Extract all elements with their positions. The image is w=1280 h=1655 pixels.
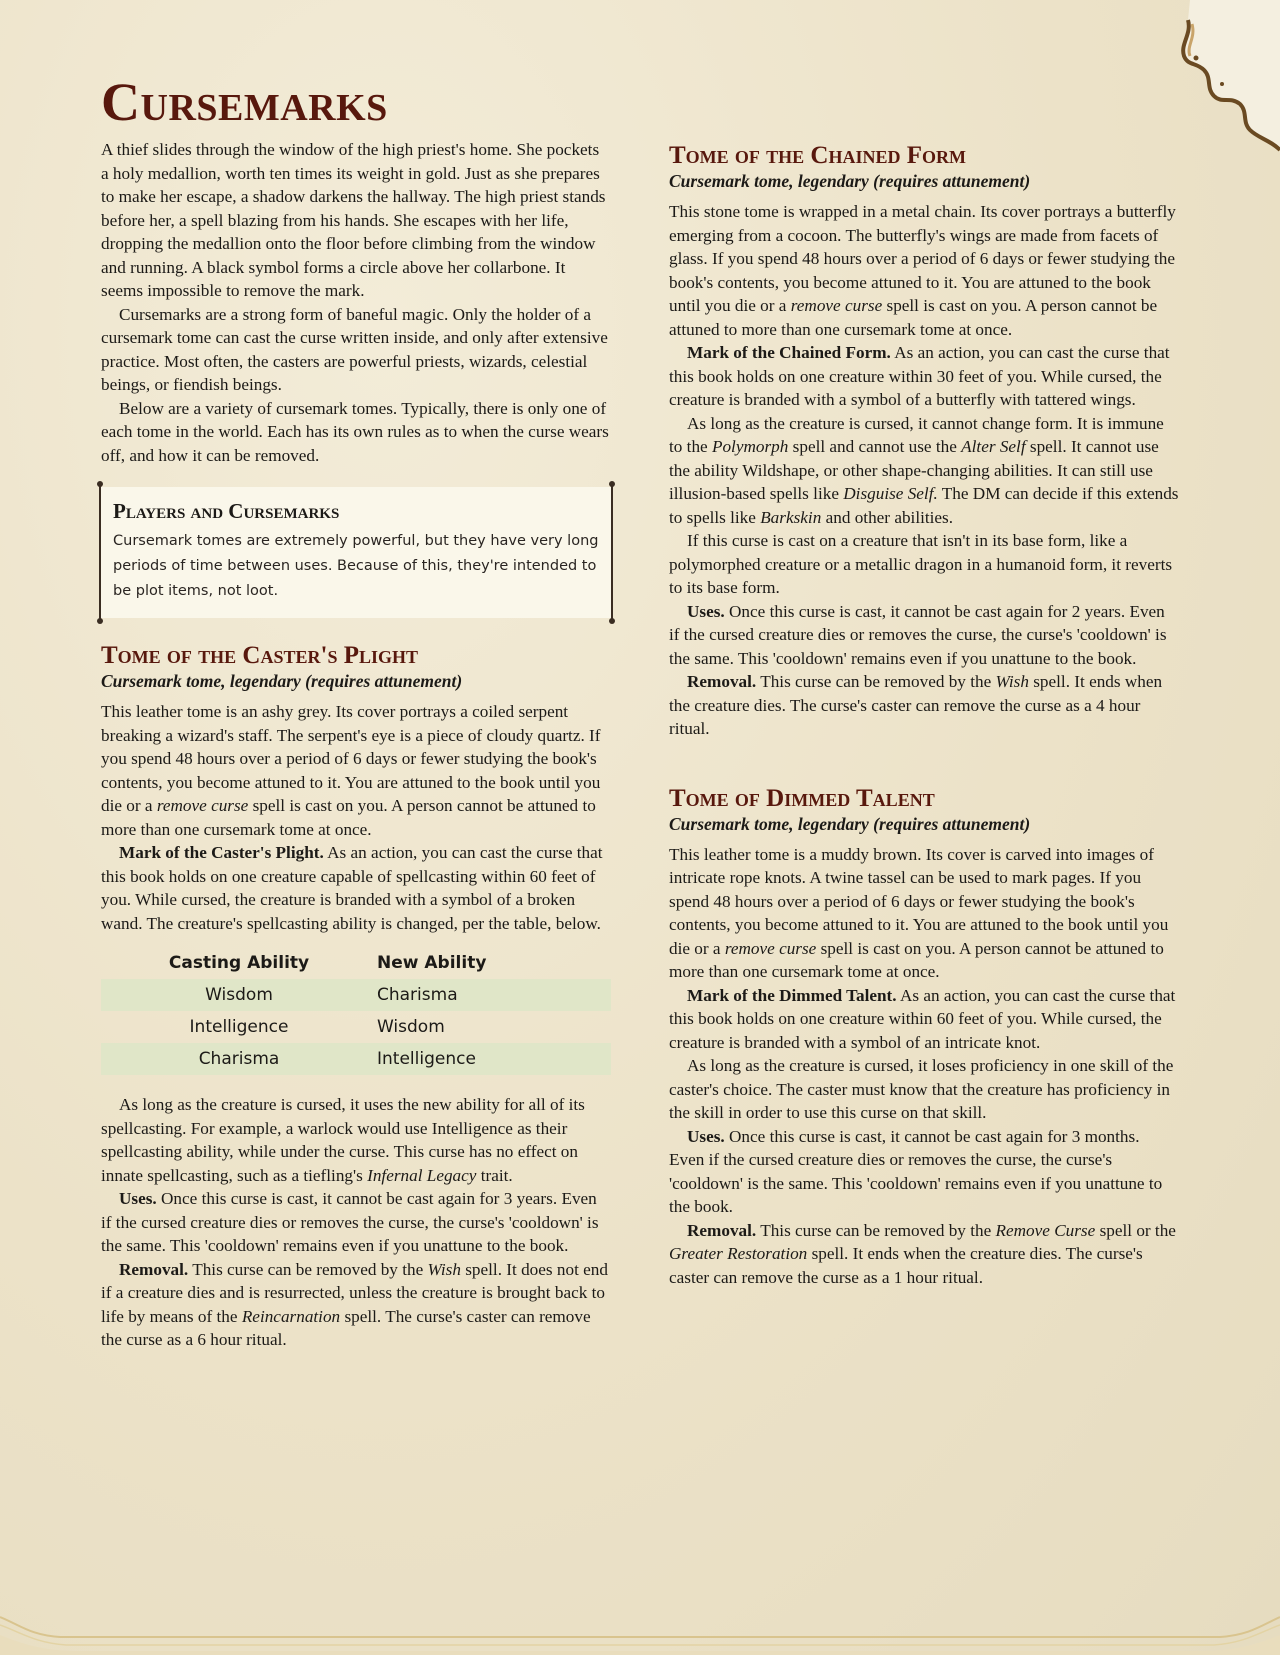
tome1-subtitle: Cursemark tome, legendary (requires attunement) [101,671,463,691]
players-note-box [101,487,611,618]
table-cell: Wisdom [101,979,377,1011]
burnt-corner-decoration [1130,0,1280,160]
table-cell: Wisdom [377,1017,445,1037]
table-cell: Charisma [377,979,611,1011]
table-row [101,1011,611,1043]
table-row [101,1043,611,1075]
tome3-mark: Mark of the Dimmed Talent. As an action, you can cast the curse that this book holds on one creature within 60 feet of you. While cursed, the creature is branded with a symbol of an intricate knot. [669,985,1176,1052]
intro-paragraph-1: A thief slides through the window of the high priest's home. She pockets a holy medallion, worth ten times its weight in gold. Just as she prepares to make her escape, a shadow darkens the hallway. The high priest stands before her, a spell blazing from his hands. She escapes with her life, dropping the medallion onto the floor before climbing from the window and running. A black symbol forms a circle above her collarbone. It seems impossible to remove the mark. [101,140,606,300]
ability-table-header-casting: Casting Ability [168,953,310,973]
tome3-uses: Uses. Once this curse is cast, it cannot be cast again for 3 months. Even if the cursed creature dies or removes the curse, the curse's 'cooldown' is the same. This 'cooldown' remains even if you unattune to the book. [669,1126,1163,1216]
tome3-subtitle: Cursemark tome, legendary (requires attunement) [669,813,1031,834]
tome1-description: This leather tome is an ashy grey. Its cover portrays a coiled serpent breaking a wizard's staff. The serpent's eye is a piece of cloudy quartz. If you spend 48 hours over a period of 6 days or fewer studying the book's contents, you become attuned to it. You are attuned to the book until you die or a remove curse spell is cast on you. A person cannot be attuned to more than one cursemark tome at once. [101,702,601,839]
tome1-title: Tome of the Caster's Plight [101,642,419,669]
tome2-uses: Uses. Once this curse is cast, it cannot be cast again for 2 years. Even if the cursed creature dies or removes the curse, the curse's 'cooldown' is the same. This 'cooldown' remains even if you unattune to the book. [669,601,1167,668]
intro-paragraph-3: Below are a variety of cursemark tomes. Typically, there is only one of each tome in the world. Each has its own rules as to when the curse wears off, and how it can be removed. [101,398,609,465]
tome3-removal: Removal. This curse can be removed by the Remove Curse spell or the Greater Restoration spell. It ends when the creature dies. The curse's caster can remove the curse as a 1 hour ritual. [669,1220,1176,1287]
tome2-removal: Removal. This curse can be removed by the Wish spell. It ends when the creature dies. The curse's caster can remove the curse as a 4 hour ritual. [669,672,1163,738]
ability-table [101,949,611,1075]
table-cell: Intelligence [189,1017,289,1037]
tome1-mark: Mark of the Caster's Plight. As an action, you can cast the curse that this book holds on one creature capable of spellcasting within 60 feet of you. While cursed, the creature is branded with a symbol of a broken wand. The creature's spellcasting ability is changed, per the table, below. [101,843,603,933]
tome2-subtitle: Cursemark tome, legendary (requires attunement) [669,171,1031,191]
table-cell: Charisma [101,1043,377,1075]
intro-paragraph-2: Cursemarks are a strong form of baneful magic. Only the holder of a cursemark tome can cast the curse written inside, and only after extensive practice. Most often, the casters are powerful priests, wizards, celestial beings, or fiendish beings. [101,304,608,394]
tome3-description: This leather tome is a muddy brown. Its cover is carved into images of intricate rope knots. A twine tassel can be used to mark pages. If you spend 48 hours over a period of 6 days or fewer studying the book's contents, you become attuned to it. You are attuned to the book until you die or a remove curse spell is cast on you. A person cannot be attuned to more than one cursemark tome at once. [669,844,1169,981]
tome1-removal: Removal. This curse can be removed by the Wish spell. It does not end if a creature dies and is resurrected, unless the creature is brought back to life by means of the Reincarnation spell. The curse's caster can remove the curse as a 6 hour ritual. [101,1259,608,1349]
ability-table-header-new: New Ability [377,953,487,973]
tome2-effect: As long as the creature is cursed, it cannot change form. It is immune to the Polymorph spell and cannot use the Alter Self spell. It cannot use the ability Wildshape, or other shape-changing abilities. It can still use illusion-based spells like Disguise Self. The DM can decide if this extends to spells like Barkskin and other abilities. [669,413,1179,527]
table-cell: Intelligence [377,1043,611,1075]
tome2-mark: Mark of the Chained Form. As an action, you can cast the curse that this book holds on one creature within 30 feet of you. While cursed, the creature is branded with a symbol of a butterfly with tattered wings. [669,343,1170,409]
page-title: Cursemarks [101,72,388,132]
table-row [101,979,611,1011]
tome2-description: This stone tome is wrapped in a metal chain. Its cover portrays a butterfly emerging from a cocoon. The butterfly's wings are made from facets of glass. If you spend 48 hours over a period of 6 days or fewer studying the book's contents, you become attuned to it. You are attuned to the book until you die or a remove curse spell is cast on you. A person cannot be attuned to more than one cursemark tome at once. [669,202,1176,339]
left-column [101,72,611,1352]
tome2-title: Tome of the Chained Form [669,142,967,169]
tome3-effect: As long as the creature is cursed, it loses proficiency in one skill of the caster's choice. The caster must know that the creature has proficiency in the skill in order to use this curse on that skill. [669,1056,1174,1122]
tome1-effect: As long as the creature is cursed, it uses the new ability for all of its spellcasting. For example, a warlock would use Intelligence as their spellcasting ability, while under the curse. This curse has no effect on innate spellcasting, such as a tiefling's Infernal Legacy trait. [101,1095,585,1185]
tome1-uses: Uses. Once this curse is cast, it cannot be cast again for 3 years. Even if the cursed creature dies or removes the curse, the curse's 'cooldown' is the same. This 'cooldown' remains even if you unattune to the book. [101,1189,599,1255]
tome3-title: Tome of Dimmed Talent [669,784,935,812]
right-column [669,142,1179,1289]
note-body: Cursemark tomes are extremely powerful, but they have very long periods of time between uses. Because of this, they're intended to be plot items, not loot. [113,533,599,599]
note-title: Players and Cursemarks [113,499,340,523]
tome2-base-form: If this curse is cast on a creature that isn't in its base form, like a polymorphed creature or a metallic dragon in a humanoid form, it reverts to its base form. [669,531,1173,597]
bottom-border-decoration [0,1595,1280,1655]
